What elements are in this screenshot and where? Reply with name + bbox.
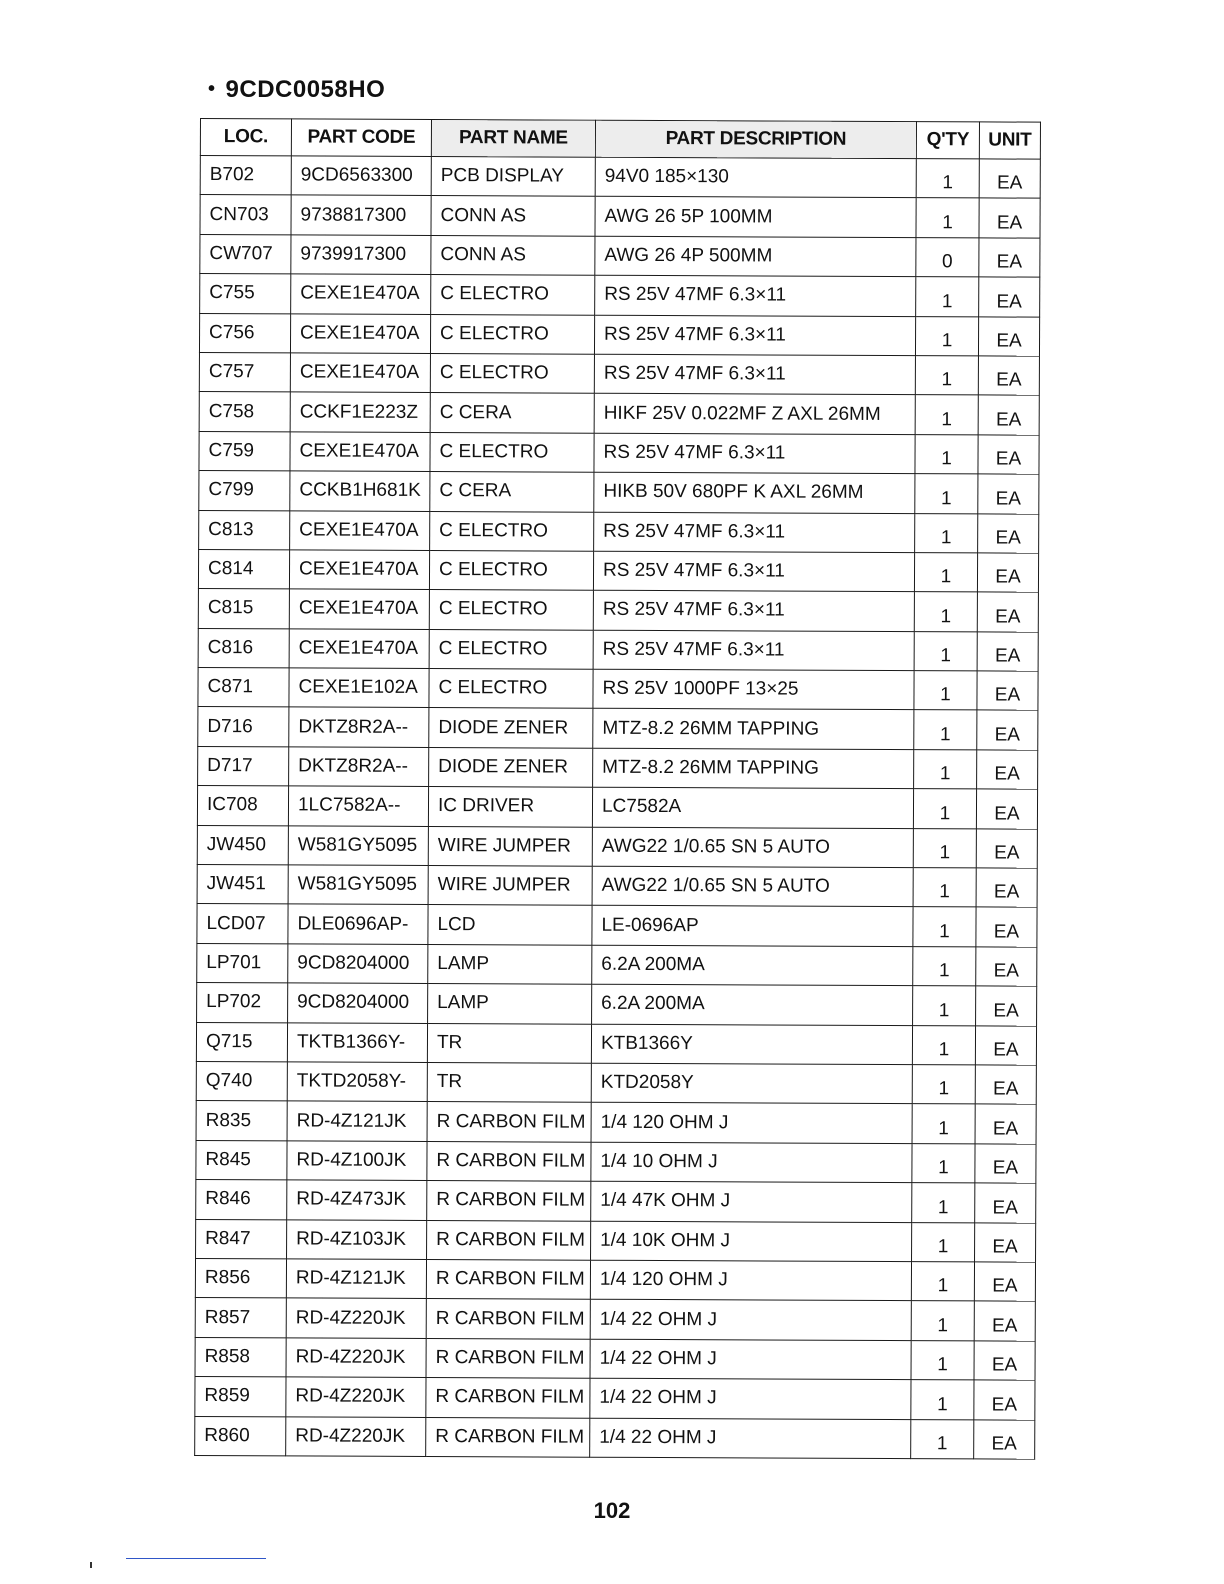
table-row bbox=[198, 628, 1038, 671]
cell-unit: EA bbox=[979, 238, 1040, 278]
cell-qty: 1 bbox=[915, 474, 978, 514]
cell-unit: EA bbox=[976, 986, 1037, 1026]
header-part-description: PART DESCRIPTION bbox=[595, 120, 916, 158]
cell-qty: 1 bbox=[912, 1222, 975, 1262]
cell-part-name: TR bbox=[427, 1023, 591, 1063]
cell-qty: 1 bbox=[911, 1419, 974, 1459]
table-row bbox=[197, 825, 1037, 868]
table-row bbox=[197, 983, 1037, 1026]
cell-part-code: RD-4Z103JK bbox=[287, 1219, 427, 1259]
header-part-name: PART NAME bbox=[431, 120, 595, 158]
footer-rule bbox=[126, 1558, 266, 1559]
cell-unit: EA bbox=[979, 198, 1040, 238]
cell-part-name: R CARBON FILM bbox=[426, 1299, 590, 1339]
cell-qty: 1 bbox=[915, 356, 978, 396]
table-row bbox=[197, 904, 1037, 947]
cell-loc: C759 bbox=[199, 431, 290, 471]
cell-unit: EA bbox=[978, 395, 1039, 435]
cell-part-description: RS 25V 47MF 6.3×11 bbox=[594, 433, 915, 474]
table-row bbox=[200, 195, 1040, 238]
cell-unit: EA bbox=[976, 829, 1037, 869]
cell-part-name: C CERA bbox=[430, 472, 594, 512]
cell-part-name: R CARBON FILM bbox=[426, 1259, 590, 1299]
cell-qty: 1 bbox=[916, 198, 979, 238]
cell-part-code: CEXE1E470A bbox=[289, 589, 429, 629]
cell-part-name: LAMP bbox=[428, 984, 592, 1024]
table-row bbox=[199, 352, 1039, 395]
cell-loc: D716 bbox=[198, 707, 289, 747]
cell-part-code: CEXE1E102A bbox=[289, 668, 429, 708]
cell-loc: IC708 bbox=[197, 786, 288, 826]
cell-unit: EA bbox=[975, 1104, 1036, 1144]
cell-part-name: R CARBON FILM bbox=[427, 1102, 591, 1142]
cell-loc: R858 bbox=[195, 1337, 286, 1377]
cell-part-code: 9CD8204000 bbox=[288, 944, 428, 984]
table-row bbox=[198, 707, 1038, 750]
cell-part-description: AWG22 1/0.65 SN 5 AUTO bbox=[592, 866, 913, 907]
cell-qty: 1 bbox=[914, 710, 977, 750]
cell-part-name: C ELECTRO bbox=[429, 669, 593, 709]
cell-part-description: 1/4 22 OHM J bbox=[590, 1378, 911, 1419]
cell-unit: EA bbox=[975, 1144, 1036, 1184]
cell-qty: 1 bbox=[914, 749, 977, 789]
cell-unit: EA bbox=[979, 159, 1040, 199]
cell-qty: 1 bbox=[913, 986, 976, 1026]
table-row bbox=[195, 1337, 1035, 1380]
cell-part-code: RD-4Z121JK bbox=[286, 1259, 426, 1299]
cell-part-name: R CARBON FILM bbox=[426, 1378, 590, 1418]
parts-table-body bbox=[195, 156, 1041, 1460]
cell-loc: LP701 bbox=[197, 943, 288, 983]
cell-qty: 1 bbox=[912, 1104, 975, 1144]
cell-unit: EA bbox=[974, 1380, 1035, 1420]
cell-part-name: C ELECTRO bbox=[430, 432, 594, 472]
cell-unit: EA bbox=[974, 1419, 1035, 1459]
cell-part-name: TR bbox=[427, 1062, 591, 1102]
table-row bbox=[196, 1180, 1036, 1223]
cell-qty: 1 bbox=[913, 789, 976, 829]
cell-loc: CN703 bbox=[200, 195, 291, 235]
cell-unit: EA bbox=[975, 1025, 1036, 1065]
cell-part-description: 1/4 10 OHM J bbox=[591, 1142, 912, 1183]
cell-part-name: R CARBON FILM bbox=[427, 1220, 591, 1260]
cell-unit: EA bbox=[975, 1065, 1036, 1105]
cell-loc: R847 bbox=[196, 1219, 287, 1259]
cell-qty: 1 bbox=[912, 1183, 975, 1223]
cell-loc: JW451 bbox=[197, 865, 288, 905]
table-row bbox=[197, 786, 1037, 829]
cell-part-code: DKTZ8R2A-- bbox=[289, 747, 429, 787]
cell-qty: 1 bbox=[915, 513, 978, 553]
table-header-row bbox=[200, 119, 1040, 160]
cell-part-name: WIRE JUMPER bbox=[428, 866, 592, 906]
cell-qty: 1 bbox=[911, 1301, 974, 1341]
cell-loc: JW450 bbox=[197, 825, 288, 865]
cell-loc: LP702 bbox=[197, 983, 288, 1023]
cell-part-code: RD-4Z220JK bbox=[286, 1338, 426, 1378]
cell-loc: CW707 bbox=[200, 234, 291, 274]
cell-loc: C755 bbox=[200, 274, 291, 314]
cell-part-code: DKTZ8R2A-- bbox=[289, 707, 429, 747]
table-row bbox=[199, 510, 1039, 553]
cell-part-code: RD-4Z100JK bbox=[287, 1141, 427, 1181]
table-row bbox=[197, 943, 1037, 986]
table-row bbox=[197, 865, 1037, 908]
cell-unit: EA bbox=[977, 553, 1038, 593]
table-row bbox=[195, 1298, 1035, 1341]
cell-unit: EA bbox=[975, 1183, 1036, 1223]
cell-part-code: CEXE1E470A bbox=[290, 432, 430, 472]
cell-loc: R846 bbox=[196, 1180, 287, 1220]
cell-part-name: IC DRIVER bbox=[428, 787, 592, 827]
cell-qty: 0 bbox=[916, 237, 979, 277]
cell-part-name: R CARBON FILM bbox=[427, 1181, 591, 1221]
cell-part-code: TKTB1366Y- bbox=[287, 1022, 427, 1062]
cell-part-code: RD-4Z220JK bbox=[286, 1416, 426, 1456]
cell-part-name: CONN AS bbox=[431, 235, 595, 275]
cell-unit: EA bbox=[977, 750, 1038, 790]
scan-mark bbox=[90, 1562, 92, 1568]
cell-part-code: W581GY5095 bbox=[288, 865, 428, 905]
cell-part-code: CEXE1E470A bbox=[290, 353, 430, 393]
cell-part-name: LAMP bbox=[428, 944, 592, 984]
cell-part-code: CEXE1E470A bbox=[290, 510, 430, 550]
cell-part-description: 1/4 120 OHM J bbox=[591, 1103, 912, 1144]
cell-part-description: 1/4 10K OHM J bbox=[591, 1221, 912, 1262]
table-row bbox=[195, 1258, 1035, 1301]
table-row bbox=[199, 313, 1039, 356]
table-row bbox=[198, 668, 1038, 711]
table-row bbox=[199, 431, 1039, 474]
cell-part-name: C ELECTRO bbox=[430, 353, 594, 393]
table-row bbox=[198, 549, 1038, 592]
bullet-icon: • bbox=[208, 78, 216, 100]
cell-loc: B702 bbox=[200, 156, 291, 196]
cell-part-code: 9739917300 bbox=[291, 235, 431, 275]
cell-part-description: RS 25V 47MF 6.3×11 bbox=[593, 551, 914, 592]
header-loc: LOC. bbox=[200, 119, 291, 156]
cell-part-description: 6.2A 200MA bbox=[592, 945, 913, 986]
cell-part-name: LCD bbox=[428, 905, 592, 945]
cell-qty: 1 bbox=[915, 395, 978, 435]
cell-part-name: C CERA bbox=[430, 393, 594, 433]
cell-part-code: CEXE1E470A bbox=[289, 550, 429, 590]
cell-unit: EA bbox=[978, 513, 1039, 553]
cell-part-description: KTD2058Y bbox=[591, 1063, 912, 1104]
cell-part-description: RS 25V 1000PF 13×25 bbox=[593, 669, 914, 710]
cell-unit: EA bbox=[974, 1301, 1035, 1341]
cell-qty: 1 bbox=[916, 159, 979, 199]
cell-unit: EA bbox=[978, 356, 1039, 396]
cell-loc: R857 bbox=[195, 1298, 286, 1338]
cell-qty: 1 bbox=[915, 316, 978, 356]
cell-unit: EA bbox=[974, 1341, 1035, 1381]
cell-unit: EA bbox=[977, 710, 1038, 750]
cell-loc: C815 bbox=[198, 589, 289, 629]
cell-qty: 1 bbox=[915, 434, 978, 474]
cell-part-name: R CARBON FILM bbox=[427, 1141, 591, 1181]
cell-loc: LCD07 bbox=[197, 904, 288, 944]
cell-part-description: RS 25V 47MF 6.3×11 bbox=[593, 591, 914, 632]
cell-loc: C799 bbox=[199, 471, 290, 511]
cell-part-description: AWG22 1/0.65 SN 5 AUTO bbox=[592, 827, 913, 868]
section-title: 9CDC0058HO bbox=[225, 76, 386, 103]
cell-part-description: MTZ-8.2 26MM TAPPING bbox=[593, 748, 914, 789]
cell-part-code: W581GY5095 bbox=[288, 826, 428, 866]
cell-part-description: 6.2A 200MA bbox=[592, 984, 913, 1025]
cell-qty: 1 bbox=[911, 1340, 974, 1380]
table-row bbox=[199, 471, 1039, 514]
cell-loc: C813 bbox=[199, 510, 290, 550]
cell-part-description: AWG 26 5P 100MM bbox=[595, 197, 916, 238]
cell-part-code: DLE0696AP- bbox=[288, 904, 428, 944]
cell-unit: EA bbox=[978, 474, 1039, 514]
cell-loc: C816 bbox=[198, 628, 289, 668]
cell-part-name: C ELECTRO bbox=[429, 590, 593, 630]
cell-qty: 1 bbox=[914, 592, 977, 632]
cell-part-code: RD-4Z473JK bbox=[287, 1180, 427, 1220]
page-number: 102 bbox=[593, 1498, 631, 1523]
cell-qty: 1 bbox=[912, 1025, 975, 1065]
cell-loc: Q715 bbox=[196, 1022, 287, 1062]
cell-part-name: CONN AS bbox=[431, 196, 595, 236]
cell-loc: R860 bbox=[195, 1416, 286, 1456]
cell-qty: 1 bbox=[916, 277, 979, 317]
table-row bbox=[200, 234, 1040, 277]
cell-part-code: CEXE1E470A bbox=[290, 313, 430, 353]
cell-part-description: 1/4 47K OHM J bbox=[591, 1181, 912, 1222]
table-row bbox=[196, 1101, 1036, 1144]
cell-part-name: DIODE ZENER bbox=[429, 708, 593, 748]
cell-loc: C871 bbox=[198, 668, 289, 708]
cell-qty: 1 bbox=[914, 671, 977, 711]
cell-part-description: 1/4 22 OHM J bbox=[590, 1339, 911, 1380]
table-row bbox=[196, 1140, 1036, 1183]
cell-loc: C757 bbox=[199, 352, 290, 392]
cell-qty: 1 bbox=[913, 868, 976, 908]
cell-part-code: 9CD8204000 bbox=[288, 983, 428, 1023]
header-part-code: PART CODE bbox=[291, 119, 431, 157]
cell-part-description: LC7582A bbox=[592, 787, 913, 828]
cell-part-code: 1LC7582A-- bbox=[288, 786, 428, 826]
cell-loc: R835 bbox=[196, 1101, 287, 1141]
cell-part-description: MTZ-8.2 26MM TAPPING bbox=[593, 709, 914, 750]
cell-part-code: RD-4Z220JK bbox=[286, 1377, 426, 1417]
cell-part-description: 1/4 120 OHM J bbox=[590, 1260, 911, 1301]
cell-part-description: RS 25V 47MF 6.3×11 bbox=[594, 354, 915, 395]
table-row bbox=[198, 746, 1038, 789]
cell-part-description: RS 25V 47MF 6.3×11 bbox=[594, 315, 915, 356]
cell-part-code: RD-4Z121JK bbox=[287, 1101, 427, 1141]
cell-unit: EA bbox=[976, 947, 1037, 987]
cell-part-name: DIODE ZENER bbox=[429, 747, 593, 787]
cell-unit: EA bbox=[976, 868, 1037, 908]
cell-part-code: RD-4Z220JK bbox=[286, 1298, 426, 1338]
cell-part-name: C ELECTRO bbox=[429, 550, 593, 590]
cell-part-name: WIRE JUMPER bbox=[428, 826, 592, 866]
cell-part-name: C ELECTRO bbox=[429, 629, 593, 669]
cell-part-description: RS 25V 47MF 6.3×11 bbox=[594, 512, 915, 553]
cell-loc: Q740 bbox=[196, 1061, 287, 1101]
header-unit: UNIT bbox=[979, 122, 1040, 159]
cell-loc: C758 bbox=[199, 392, 290, 432]
table-row bbox=[195, 1416, 1035, 1459]
section-heading bbox=[208, 76, 385, 104]
cell-part-description: RS 25V 47MF 6.3×11 bbox=[595, 275, 916, 316]
cell-part-code: CCKB1H681K bbox=[290, 471, 430, 511]
cell-part-code: 9CD6563300 bbox=[291, 156, 431, 196]
cell-part-description: 1/4 22 OHM J bbox=[590, 1418, 911, 1459]
cell-part-name: R CARBON FILM bbox=[426, 1338, 590, 1378]
cell-unit: EA bbox=[977, 592, 1038, 632]
cell-part-description: RS 25V 47MF 6.3×11 bbox=[593, 630, 914, 671]
cell-qty: 1 bbox=[912, 1143, 975, 1183]
cell-unit: EA bbox=[978, 316, 1039, 356]
cell-loc: C756 bbox=[199, 313, 290, 353]
table-row bbox=[195, 1377, 1035, 1420]
cell-loc: R859 bbox=[195, 1377, 286, 1417]
cell-part-name: PCB DISPLAY bbox=[431, 157, 595, 197]
parts-table bbox=[194, 118, 1041, 1460]
cell-qty: 1 bbox=[913, 828, 976, 868]
cell-unit: EA bbox=[979, 277, 1040, 317]
cell-part-description: 1/4 22 OHM J bbox=[590, 1300, 911, 1341]
cell-part-description: HIKB 50V 680PF K AXL 26MM bbox=[594, 472, 915, 513]
cell-unit: EA bbox=[974, 1262, 1035, 1302]
cell-unit: EA bbox=[977, 671, 1038, 711]
cell-part-code: TKTD2058Y- bbox=[287, 1062, 427, 1102]
table-row bbox=[198, 589, 1038, 632]
cell-qty: 1 bbox=[914, 631, 977, 671]
cell-loc: D717 bbox=[198, 746, 289, 786]
cell-unit: EA bbox=[976, 907, 1037, 947]
table-row bbox=[196, 1219, 1036, 1262]
table-row bbox=[196, 1061, 1036, 1104]
cell-qty: 1 bbox=[914, 553, 977, 593]
cell-qty: 1 bbox=[912, 1065, 975, 1105]
cell-part-name: C ELECTRO bbox=[431, 275, 595, 315]
cell-part-name: R CARBON FILM bbox=[426, 1417, 590, 1457]
header-qty: Q'TY bbox=[916, 122, 979, 159]
cell-part-code: 9738817300 bbox=[291, 195, 431, 235]
table-row bbox=[200, 274, 1040, 317]
cell-part-description: KTB1366Y bbox=[591, 1024, 912, 1065]
table-row bbox=[196, 1022, 1036, 1065]
cell-loc: C814 bbox=[198, 549, 289, 589]
cell-unit: EA bbox=[975, 1222, 1036, 1262]
table-row bbox=[199, 392, 1039, 435]
cell-qty: 1 bbox=[911, 1380, 974, 1420]
cell-unit: EA bbox=[977, 632, 1038, 672]
cell-part-name: C ELECTRO bbox=[430, 511, 594, 551]
cell-part-description: HIKF 25V 0.022MF Z AXL 26MM bbox=[594, 394, 915, 435]
cell-part-description: LE-0696AP bbox=[592, 906, 913, 947]
cell-qty: 1 bbox=[911, 1262, 974, 1302]
cell-qty: 1 bbox=[913, 946, 976, 986]
cell-part-description: AWG 26 4P 500MM bbox=[595, 236, 916, 277]
table-row bbox=[200, 156, 1040, 199]
cell-loc: R845 bbox=[196, 1140, 287, 1180]
cell-part-name: C ELECTRO bbox=[430, 314, 594, 354]
cell-unit: EA bbox=[976, 789, 1037, 829]
cell-part-code: CEXE1E470A bbox=[291, 274, 431, 314]
cell-qty: 1 bbox=[913, 907, 976, 947]
cell-unit: EA bbox=[978, 435, 1039, 475]
cell-part-description: 94V0 185×130 bbox=[595, 157, 916, 198]
cell-loc: R856 bbox=[195, 1258, 286, 1298]
cell-part-code: CEXE1E470A bbox=[289, 629, 429, 669]
cell-part-code: CCKF1E223Z bbox=[290, 392, 430, 432]
